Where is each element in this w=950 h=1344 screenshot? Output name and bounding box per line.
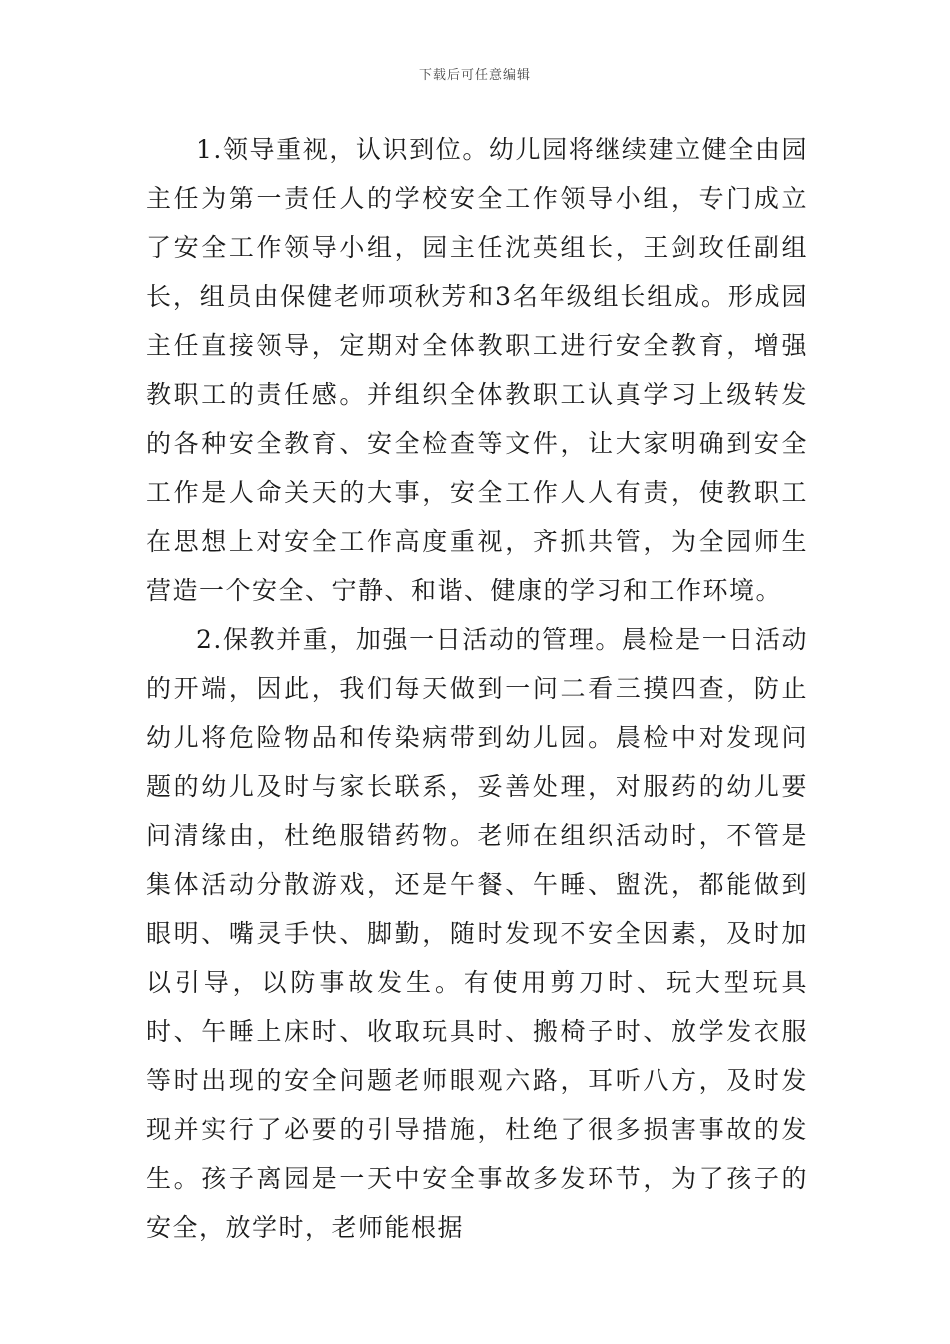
paragraph-1: 1.领导重视，认识到位。幼儿园将继续建立健全由园主任为第一责任人的学校安全工作领导小组，专门成立了安全工作领导小组，园主任沈英组长，王剑玫任副组长，组员由保健老师项秋芳和3名年级组长组成。形成园主任直接领导，定期对全体教职工进行安全教育，增强教职工的责任感。并组织全体教职工认真学习上级转发的各种安全教育、安全检查等文件，让大家明确到安全工作是人命关天的大事，安全工作人人有责，使教职工在思想上对安全工作高度重视，齐抓共管，为全园师生营造一个安全、宁静、和谐、健康的学习和工作环境。 <box>146 135 808 605</box>
paragraph-2: 2.保教并重，加强一日活动的管理。晨检是一日活动的开端，因此，我们每天做到一问二看三摸四查，防止幼儿将危险物品和传染病带到幼儿园。晨检中对发现问题的幼儿及时与家长联系，妥善处理，对服药的幼儿要问清缘由，杜绝服错药物。老师在组织活动时，不管是集体活动分散游戏，还是午餐、午睡、盥洗，都能做到眼明、嘴灵手快、脚勤，随时发现不安全因素，及时加以引导，以防事故发生。有使用剪刀时、玩大型玩具时、午睡上床时、收取玩具时、搬椅子时、放学发衣服等时出现的安全问题老师眼观六路，耳听八方，及时发现并实行了必要的引导措施，杜绝了很多损害事故的发生。孩子离园是一天中安全事故多发环节，为了孩子的安全，放学时，老师能根据 <box>146 625 808 1242</box>
page-header-note: 下载后可任意编辑 <box>418 68 531 83</box>
document-body <box>146 125 808 1252</box>
